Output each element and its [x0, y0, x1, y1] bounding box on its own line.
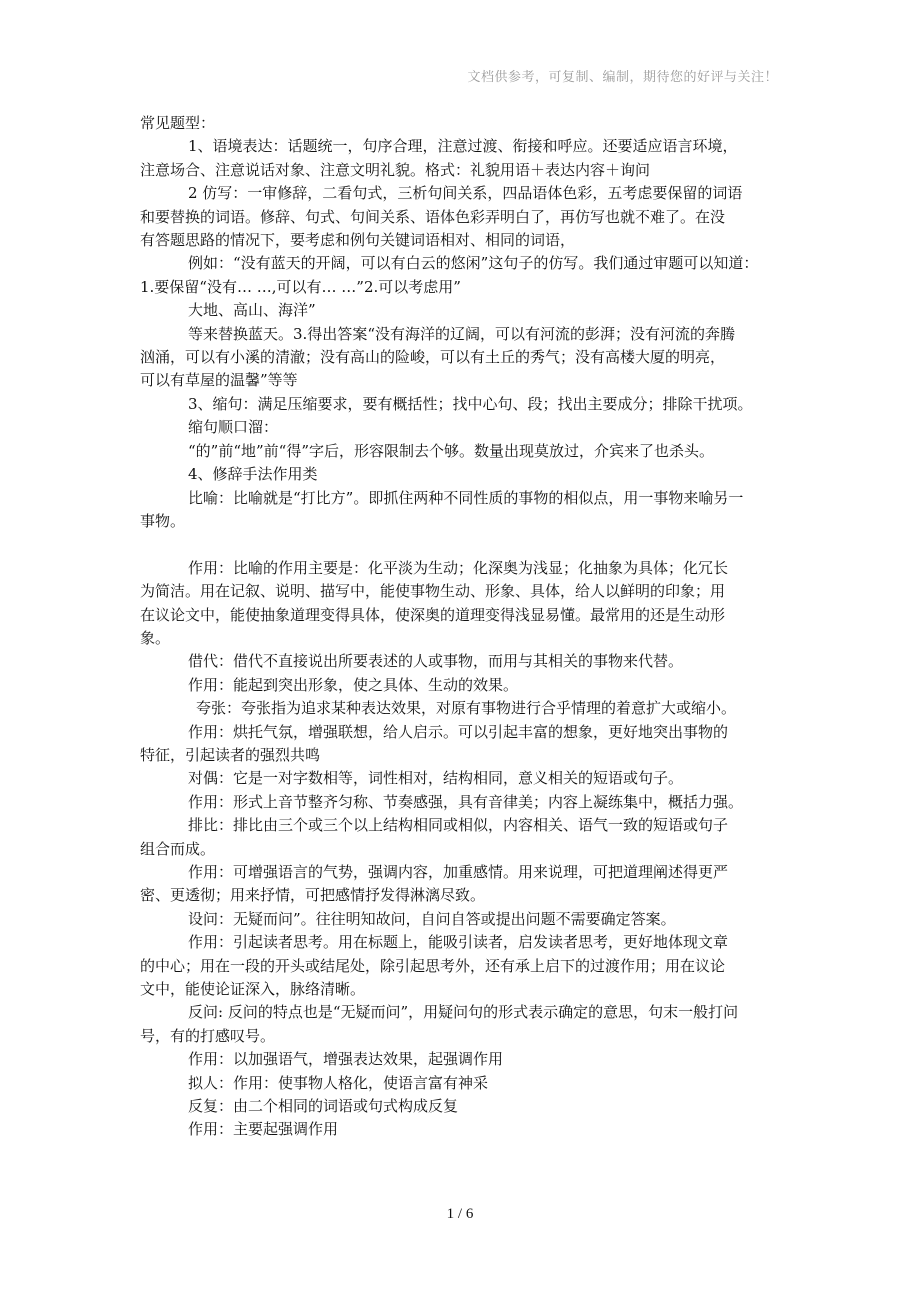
- text-line: 夸张：夸张指为追求某种表达效果，对原有事物进行合乎情理的着意扩大或缩小。: [196, 699, 737, 718]
- text-line: 为简洁。用在记叙、说明、描写中，能使事物生动、形象、具体，给人以鲜明的印象；用: [140, 582, 726, 601]
- text-line: 作用：可增强语言的气势，强调内容，加重感情。用来说理，可把道理阐述得更严: [188, 862, 729, 881]
- text-line: 1、语境表达：话题统一，句序合理，注意过渡、衔接和呼应。还要适应语言环境，: [188, 137, 738, 156]
- text-line: 汹涌，可以有小溪的清澈；没有高山的险峻，可以有土丘的秀气；没有高楼大厦的明亮，: [140, 348, 726, 367]
- text-line: 大地、高山、海洋”: [188, 301, 316, 320]
- header-note: 文档供参考，可复制、编制，期待您的好评与关注！: [467, 70, 778, 85]
- text-line: 作用：能起到突出形象，使之具体、生动的效果。: [188, 675, 519, 694]
- text-line: 对偶：它是一对字数相等，词性相对，结构相同，意义相关的短语或句子。: [188, 769, 684, 788]
- text-line: 的中心；用在一段的开头或结尾处，除引起思考外，还有承上启下的过渡作用；用在议论: [140, 956, 726, 975]
- text-line: 作用：烘托气氛，增强联想，给人启示。可以引起丰富的想象，更好地突出事物的: [188, 722, 729, 741]
- text-line: 有答题思路的情况下，要考虑和例句关键词语相对、相同的词语，: [140, 231, 576, 250]
- text-line: 象。: [140, 628, 171, 647]
- text-line: 4、修辞手法作用类: [188, 465, 318, 484]
- document-body: [140, 112, 790, 1142]
- text-line: 文中，能使论证深入，脉络清晰。: [140, 980, 366, 999]
- text-line: 例如：“没有蓝天的开阔，可以有白云的悠闲”这句子的仿写。我们通过审题可以知道：: [188, 254, 759, 273]
- text-line: 号，有的打感叹号。: [140, 1026, 276, 1045]
- text-line: 在议论文中，能使抽象道理变得具体，使深奥的道理变得浅显易懂。最常用的还是生动形: [140, 605, 726, 624]
- text-line: 反问: 反问的特点也是“无疑而问”，用疑问句的形式表示确定的意思，句末一般打问: [188, 1003, 739, 1022]
- text-line: 反复：由二个相同的词语或句式构成反复: [188, 1097, 459, 1116]
- text-line: 和要替换的词语。修辞、句式、句间关系、语体色彩弄明白了，再仿写也就不难了。在没: [140, 207, 726, 226]
- blank-line: [140, 533, 790, 556]
- text-line: 事物。: [140, 511, 186, 530]
- text-line: 借代：借代不直接说出所要表述的人或事物，而用与其相关的事物来代替。: [188, 652, 684, 671]
- text-line: 等来替换蓝天。3.得出答案“没有海洋的辽阔，可以有河流的彭湃；没有河流的奔腾: [188, 324, 735, 343]
- text-line: 作用：主要起强调作用: [188, 1120, 339, 1139]
- text-line: 特征，引起读者的强烈共鸣: [140, 745, 321, 764]
- text-line: 组合而成。: [140, 839, 216, 858]
- text-line: 作用：引起读者思考。用在标题上，能吸引读者，启发读者思考，更好地体现文章: [188, 933, 729, 952]
- text-line: 密、更透彻；用来抒情，可把感情抒发得淋漓尽致。: [140, 886, 486, 905]
- text-line: “的”前“地”前“得”字后，形容限制去个够。数量出现莫放过，介宾来了也杀头。: [188, 441, 715, 460]
- text-line: 作用：以加强语气，增强表达效果，起强调作用: [188, 1050, 504, 1069]
- text-line: 1.要保留“没有… …,可以有… …”2.可以考虑用”: [140, 277, 461, 296]
- text-line: 2 仿写：一审修辞，二看句式，三析句间关系，四品语体色彩，五考虑要保留的词语: [188, 184, 743, 203]
- text-line: 可以有草屋的温馨”等等: [140, 371, 298, 390]
- text-line: 常见题型：: [140, 114, 216, 132]
- text-line: 比喻：比喻就是“打比方”。即抓住两种不同性质的事物的相似点，用一事物来喻另一: [188, 488, 744, 507]
- text-line: 注意场合、注意说话对象、注意文明礼貌。格式：礼貌用语＋表达内容＋询问: [140, 160, 651, 179]
- text-line: 排比：排比由三个或三个以上结构相同或相似，内容相关、语气一致的短语或句子: [188, 816, 729, 835]
- text-line: 设问：无疑而问”。往往明知故问，自问自答或提出问题不需要确定答案。: [188, 909, 676, 928]
- text-line: 缩句顺口溜：: [188, 418, 279, 437]
- text-line: 3、缩句：满足压缩要求，要有概括性；找中心句、段；找出主要成分；排除干扰项。: [188, 394, 753, 413]
- text-line: 作用：形式上音节整齐匀称、节奏感强，具有音律美；内容上凝练集中，概括力强。: [188, 792, 744, 811]
- page-number: 1 / 6: [446, 1206, 474, 1222]
- text-line: 作用：比喻的作用主要是：化平淡为生动；化深奥为浅显；化抽象为具体；化冗长: [188, 558, 729, 577]
- text-line: 拟人：作用：使事物人格化，使语言富有神采: [188, 1073, 489, 1092]
